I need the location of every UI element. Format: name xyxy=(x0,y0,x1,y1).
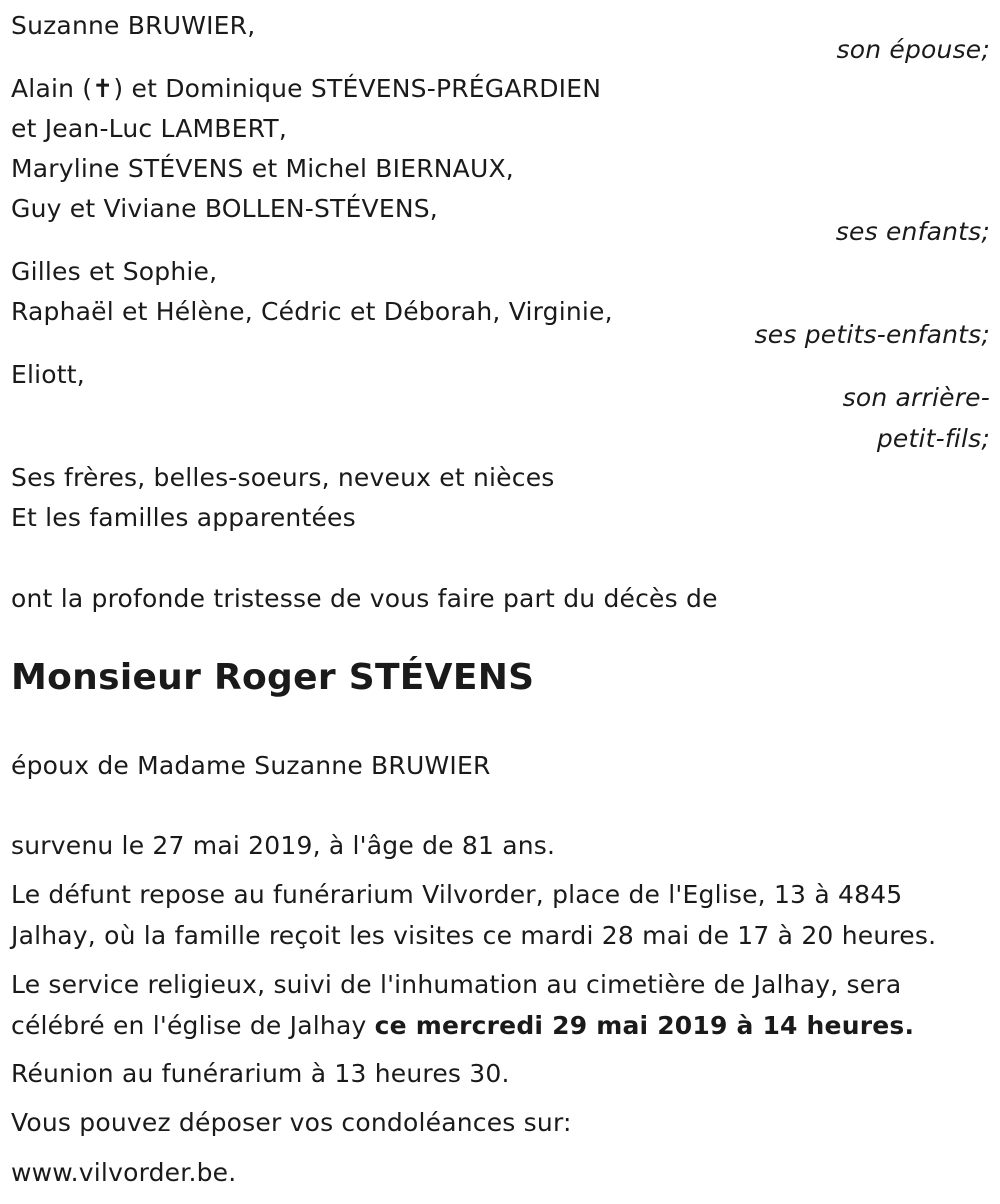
child-line: Alain (✝) et Dominique STÉVENS-PRÉGARDIEN xyxy=(11,74,602,103)
great-grandchild-line: Eliott, xyxy=(11,360,85,389)
extended-family-line: Et les familles apparentées xyxy=(11,503,356,532)
children-role: ses enfants; xyxy=(835,217,990,246)
spouse-role: son épouse; xyxy=(836,35,990,64)
death-info: survenu le 27 mai 2019, à l'âge de 81 ans. xyxy=(11,831,556,860)
child-line: et Jean-Luc LAMBERT, xyxy=(11,114,287,143)
child-line: Guy et Viviane BOLLEN-STÉVENS, xyxy=(11,194,438,223)
deceased-name: Monsieur Roger STÉVENS xyxy=(11,657,535,698)
great-grandchild-role: son arrière- xyxy=(842,383,990,412)
extended-family-line: Ses frères, belles-soeurs, neveux et nièces xyxy=(11,463,555,492)
spouse-line: époux de Madame Suzanne BRUWIER xyxy=(11,751,491,780)
grandchildren-role: ses petits-enfants; xyxy=(754,320,990,349)
repose-info: Le défunt repose au funérarium Vilvorder, place de l'Eglise, 13 à 4845 Jalhay, où la famille reçoit les visites ce mardi 28 mai de 17 à 20 heures. xyxy=(11,880,937,950)
service-info xyxy=(11,964,986,1046)
announcement-intro: ont la profonde tristesse de vous faire part du décès de xyxy=(11,584,718,613)
service-date-emphasis: ce mercredi 29 mai 2019 à 14 heures. xyxy=(374,1011,915,1040)
grandchild-line: Gilles et Sophie, xyxy=(11,257,218,286)
spouse-name: Suzanne BRUWIER, xyxy=(11,11,256,40)
service-info-text: Le service religieux, suivi de l'inhumation au cimetière de Jalhay, sera célébré en l'église de Jalhay xyxy=(11,970,902,1040)
great-grandchild-role: petit-fils; xyxy=(876,424,990,453)
condolences-label: Vous pouvez déposer vos condoléances sur: xyxy=(11,1108,572,1137)
grandchild-line: Raphaël et Hélène, Cédric et Déborah, Virginie, xyxy=(11,297,613,326)
child-line: Maryline STÉVENS et Michel BIERNAUX, xyxy=(11,154,514,183)
website-link[interactable]: www.vilvorder.be. xyxy=(11,1158,237,1187)
meeting-info: Réunion au funérarium à 13 heures 30. xyxy=(11,1059,510,1088)
